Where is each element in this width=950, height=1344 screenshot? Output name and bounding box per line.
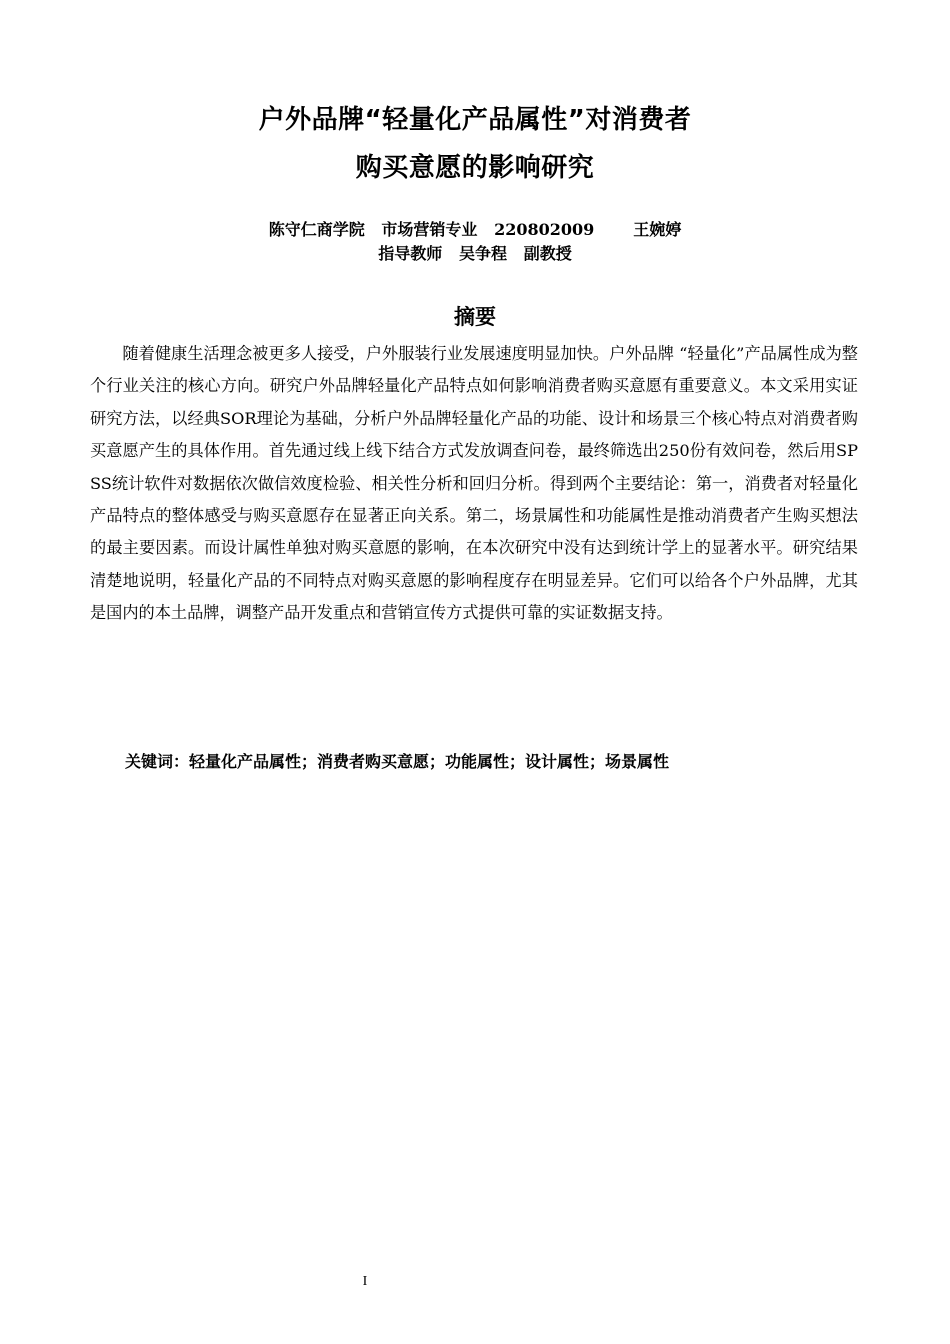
author-info: 陈守仁商学院 市场营销专业 220802009 王婉婷 [268, 220, 682, 239]
page-number: I [362, 1274, 368, 1289]
abstract-heading: 摘要 [454, 305, 496, 329]
keywords: 关键词：轻量化产品属性；消费者购买意愿；功能属性；设计属性；场景属性 [125, 752, 670, 771]
abstract-body: 随着健康生活理念被更多人接受，户外服装行业发展速度明显加快。户外品牌 “轻量化”产品属性成为整个行业关注的核心方向。研究户外品牌轻量化产品特点如何影响消费者购买意愿有重要意义。本文采用实证研究方法，以经典SOR理论为基础，分析户外品牌轻量化产品的功能、设计和场景三个核心特点对消费者购买意愿产生的具体作用。首先通过线上线下结合方式发放调查问卷，最终筛选出250份有效问卷，然后用SPSS统计软件对数据依次做信效度检验、相关性分析和回归分析。得到两个主要结论：第一，消费者对轻量化产品特点的整体感受与购买意愿存在显著正向关系。第二，场景属性和功能属性是推动消费者产生购买想法的最主要因素。而设计属性单独对购买意愿的影响，在本次研究中没有达到统计学上的显著水平。研究结果清楚地说明，轻量化产品的不同特点对购买意愿的影响程度存在明显差异。它们可以给各个户外品牌，尤其是国内的本土品牌，调整产品开发重点和营销宣传方式提供可靠的实证数据支持。 [90, 344, 858, 623]
paper-title-line-1: 户外品牌“轻量化产品属性”对消费者 [258, 105, 692, 135]
paper-title-line-2: 购买意愿的影响研究 [355, 153, 595, 183]
advisor-info: 指导教师 吴争程 副教授 [378, 244, 572, 263]
